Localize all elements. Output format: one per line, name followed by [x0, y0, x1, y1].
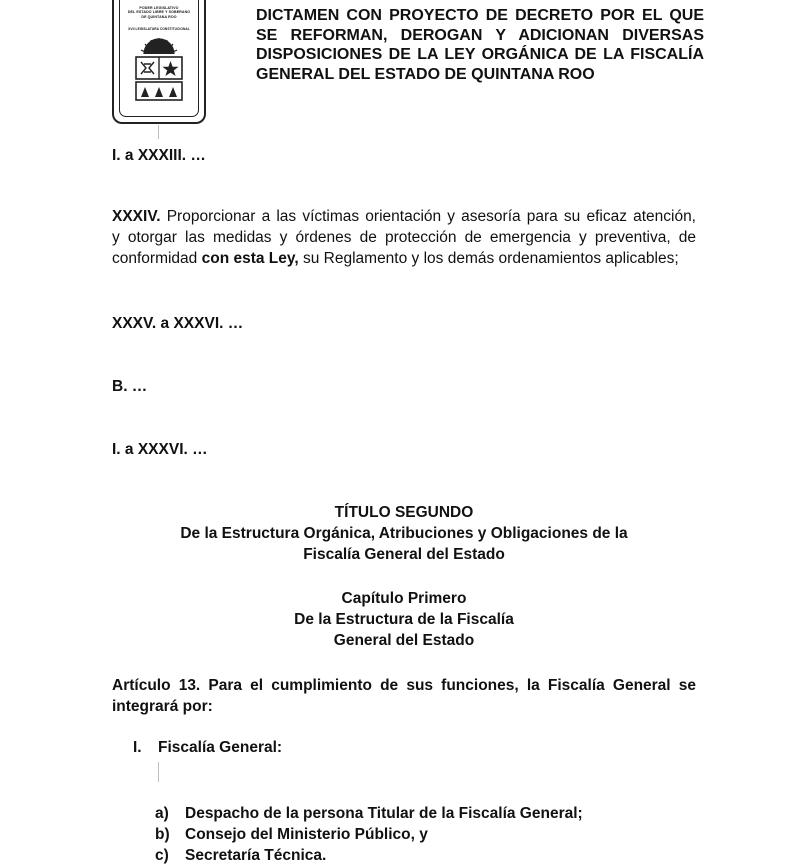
paragraph-line: [112, 248, 696, 269]
section-b: B. …: [112, 378, 148, 395]
fraction-range-i-xxxiii: I. a XXXIII. …: [112, 147, 206, 164]
paragraph-line: Artículo 13. Para el cumplimiento de sus funciones, la Fiscalía General se: [112, 677, 696, 694]
fraction-label: XXXIV.: [112, 208, 161, 225]
legislature-seal-logo: [112, 0, 206, 124]
heading-line: General del Estado: [333, 632, 475, 649]
title-heading: [112, 502, 696, 565]
list-item-text: Despacho de la persona Titular de la Fiscalía General;: [185, 805, 583, 822]
seal-text-line: PODER LEGISLATIVO: [139, 6, 179, 10]
list-marker: b): [155, 826, 170, 843]
seal-text-line: DEL ESTADO LIBRE Y SOBERANO: [127, 10, 191, 15]
heading-line: Fiscalía General del Estado: [303, 546, 505, 563]
seal-legislature-text: XVII LEGISLATURA CONSTITUCIONAL: [128, 27, 190, 31]
list-item-c: [155, 846, 326, 865]
list-item-b: [155, 825, 428, 844]
document-header-title: DICTAMEN CON PROYECTO DE DECRETO POR EL QUE SE REFORMAN, DEROGAN Y ADICIONAN DIVERSAS DISPOSICIONES DE LA LEY ORGÁNICA DE LA FISCALÍA GENERAL DEL ESTADO DE QUINTANA ROO: [256, 7, 704, 83]
list-item-i: [133, 738, 282, 757]
heading-line: Capítulo Primero: [341, 590, 467, 607]
list-item-a: [155, 804, 583, 823]
list-item-text: Secretaría Técnica.: [185, 847, 327, 864]
fraction-range-xxxv-xxxvi: XXXV. a XXXVI. …: [112, 315, 244, 332]
paragraph-line: integrará por:: [112, 698, 213, 715]
list-marker: I.: [133, 739, 142, 756]
list-marker: c): [155, 847, 169, 864]
paragraph-text: conformidad: [112, 250, 202, 267]
paragraph-bold-text: con esta Ley,: [201, 250, 299, 267]
list-marker: a): [155, 805, 169, 822]
seal-top-text: [114, 6, 204, 19]
seal-text-line: DE QUINTANA ROO: [141, 14, 177, 19]
article-13-paragraph: [112, 675, 696, 717]
list-item-text: Consejo del Ministerio Público, y: [185, 826, 428, 843]
heading-line: De la Estructura Orgánica, Atribuciones y Obligaciones de la: [180, 525, 628, 542]
heading-line: De la Estructura de la Fiscalía: [294, 611, 514, 628]
list-item-text: Fiscalía General:: [158, 739, 283, 756]
coat-of-arms-icon: [122, 34, 196, 106]
heading-line: TÍTULO SEGUNDO: [334, 504, 474, 521]
fraction-xxxiv-paragraph: [112, 206, 696, 269]
margin-mark: [158, 762, 159, 782]
paragraph-text: su Reglamento y los demás ordenamientos aplicables;: [298, 250, 679, 267]
fraction-range-i-xxxvi: I. a XXXVI. …: [112, 441, 208, 458]
paragraph-line: [112, 206, 696, 227]
paragraph-text: Proporcionar a las víctimas orientación y asesoría para su eficaz atención,: [166, 208, 696, 225]
margin-mark: [158, 125, 159, 139]
paragraph-line: y otorgar las medidas y órdenes de protección de emergencia y preventiva, de: [112, 229, 696, 246]
chapter-heading: [112, 588, 696, 651]
